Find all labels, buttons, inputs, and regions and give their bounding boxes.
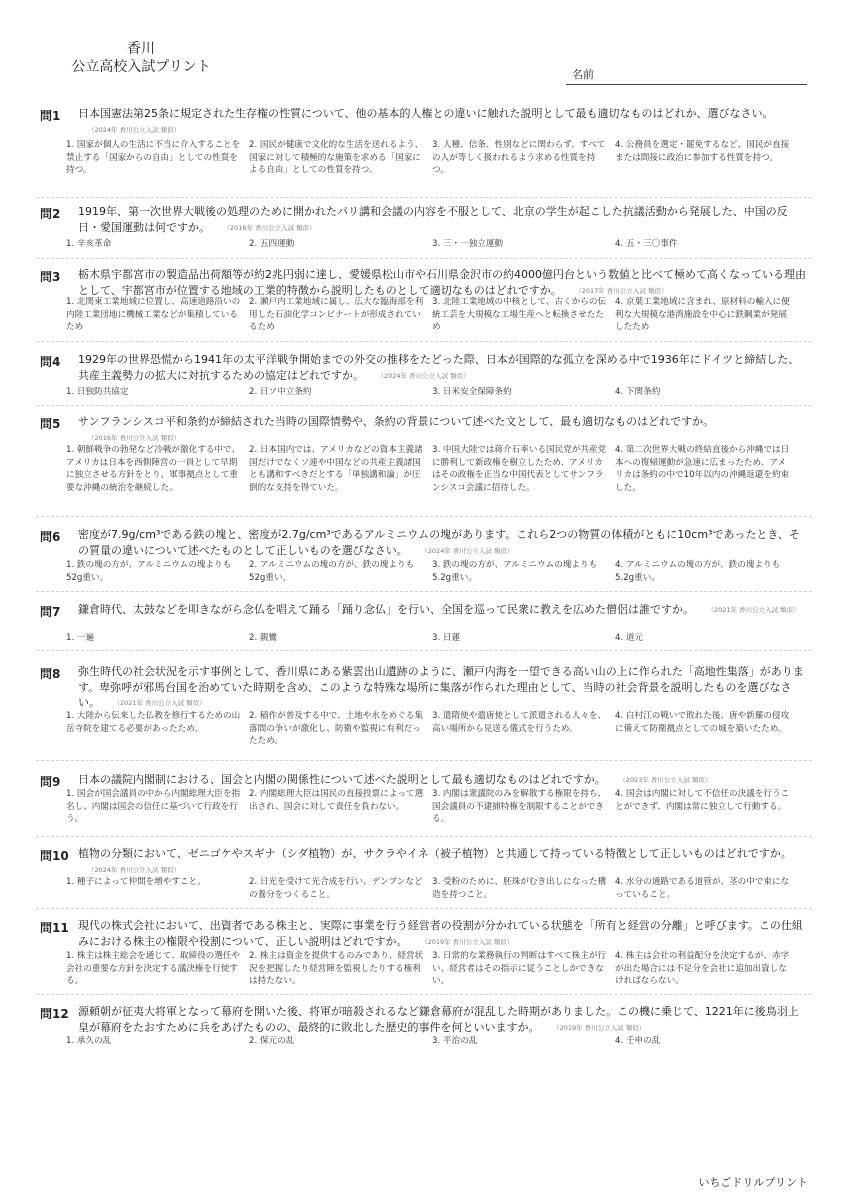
title-main: 公立高校入試プリント (71, 59, 211, 75)
question-text: サンフランシスコ平和条約が締結された当時の国際情勢や、条約の背景について述べた文として、最も適切なものはどれですか。 （2016年 香川公立入試 類似） (78, 415, 715, 442)
choice-2[interactable]: 2. 日本国内では、アメリカなどの資本主義諸国だけでなくソ連や中国などの共産主義諸国とも講和すべきだとする「単独講和論」が圧倒的な支持を得ていた。 (249, 445, 423, 493)
question-text: 現代の株式会社において、出資者である株主と、実際に事業を行う経営者の役割が分かれている状態を「所有と経営の分離」と呼びます。この仕組みにおける株主の権限や役割について、正しい説明はどれですか。 （2019年 香川公立入試 類似） (78, 919, 803, 948)
choice-4[interactable]: 4. アルミニウムの塊の方が、鉄の塊よりも5.2g重い。 (615, 560, 781, 583)
question-number: 問9 (40, 775, 61, 789)
choice-1[interactable]: 1. 鉄の塊の方が、アルミニウムの塊よりも52g重い。 (66, 560, 232, 583)
choice-2[interactable]: 2. 内閣総理大臣は国民の直接投票によって選出され、国会に対して責任を負わない。 (249, 789, 424, 812)
question-source: （2019年 香川公立入試 類似） (553, 1023, 646, 1032)
question-source: （2024年 香川公立入試 類似） (88, 865, 181, 874)
title-prefecture: 香川 (127, 41, 155, 57)
worksheet-header (0, 0, 848, 100)
question-source: （2021年 香川公立入試 類似） (707, 606, 800, 614)
question-text: 源頼朝が征夷大将軍となって幕府を開いた後、将軍が暗殺されるなど鎌倉幕府が混乱した時期がありました。この機に乗じて、1221年に後鳥羽上皇が幕府をたおすために兵をあげたものの、最終的に敗北した歴史的事件を何といいますか。 （2019年 香川公立入試 類似） (78, 1005, 799, 1034)
choice-3[interactable]: 3. 鉄の塊の方が、アルミニウムの塊よりも5.2g重い。 (432, 560, 598, 583)
choice-4[interactable]: 4. 白村江の戦いで敗れた後、唐や新羅の侵攻に備えて防衛拠点としての城を築いたため。 (615, 711, 790, 734)
question-text: 弥生時代の社会状況を示す事例として、香川県にある紫雲出山遺跡のように、瀬戸内海を一望できる高い山の上に作られた「高地性集落」があります。卑弥呼が邪馬台国を治めていた時期を含め、このような特殊な場所に集落が作られた理由として、当時の社会背景を説明したものを選びなさい。 （2021年 香川公立入試 類似） (78, 665, 804, 709)
question-number: 問6 (40, 530, 61, 544)
choice-3[interactable]: 3. 受粉のために、胚珠がむき出しになった構造を持つこと。 (432, 877, 607, 900)
question-number: 問2 (40, 207, 61, 221)
question-number: 問11 (40, 921, 69, 935)
divider (36, 258, 812, 259)
choice-4[interactable]: 4. 国会は内閣に対して不信任の決議を行うことができず、内閣は常に独立して行動する。 (615, 789, 790, 812)
question-number: 問7 (40, 605, 61, 619)
choice-4[interactable]: 4. 五・三〇事件 (615, 239, 678, 249)
divider (36, 650, 812, 651)
question-number: 問8 (40, 667, 61, 681)
footer-brand: いちごドリルプリント (698, 1176, 808, 1189)
choice-2[interactable]: 2. 国民が健康で文化的な生活を送れるよう、国家に対して積極的な施策を求める「国家による自由」としての性質を持つ。 (249, 140, 424, 176)
question-source: （2016年 香川公立入試 類似） (88, 433, 181, 442)
question-number: 問1 (40, 109, 61, 123)
choice-3[interactable]: 3. 日蓮 (432, 633, 461, 643)
divider (36, 197, 812, 198)
question-number: 問3 (40, 270, 61, 284)
choice-1[interactable]: 1. 朝鮮戦争の勃発など冷戦が激化する中で、アメリカは日本を西側陣営の一員として早期に独立させる方針をとり、軍事拠点として重要な沖縄の統治を継続した。 (66, 445, 241, 493)
choice-1[interactable]: 1. 種子によって仲間を増やすこと。 (66, 877, 206, 887)
divider (36, 760, 812, 761)
choice-3[interactable]: 3. 日米安全保障条約 (432, 387, 512, 397)
choice-2[interactable]: 2. 日ソ中立条約 (249, 387, 312, 397)
question-source: （2021年 香川公立入試 類似） (113, 699, 206, 707)
choice-4[interactable]: 4. 京葉工業地域に含まれ、原材料の輸入に便利な大規模な港湾施設を中心に鉄鋼業が発展したため (615, 297, 790, 333)
choice-1[interactable]: 1. 株主は株主総会を通じて、取締役の選任や会社の重要な方針を決定する議決権を行使する。 (66, 951, 241, 987)
choice-1[interactable]: 1. 日独防共協定 (66, 387, 129, 397)
question-text: 栃木県宇都宮市の製造品出荷額等が約2兆円弱に達し、愛媛県松山市や石川県金沢市の約4000億円台という数値と比べて極めて高くなっている理由として、宇都宮市が位置する地域の工業的特徴から説明したものとして適切なものはどれですか。 （2017年 香川公立入試 類似） (78, 268, 806, 297)
choice-2[interactable]: 2. 五四運動 (249, 239, 295, 249)
question-text: 植物の分類において、ゼニゴケやスギナ（シダ植物）が、サクラやイネ（被子植物）と共通して持っている特徴として正しいものはどれですか。 （2024年 香川公立入試 類似） (78, 847, 792, 874)
question-source: （2017年 香川公立入試 類似） (575, 286, 668, 295)
choice-4[interactable]: 4. 株主は会社の利益配分を決定するが、赤字が出た場合には不足分を会社に追加出資しなければならない。 (615, 951, 790, 987)
choice-3[interactable]: 3. 内閣は衆議院のみを解散する権限を持ち、国会議員の不逮捕特権を制限することができる。 (432, 789, 607, 825)
choice-3[interactable]: 3. 中国大陸では蒋介石率いる国民党が共産党に勝利して新政権を樹立したため、アメリカはその政権を正当な中国代表としてサンフランシスコ会議に招待した。 (432, 445, 607, 493)
worksheet-title (56, 40, 226, 76)
question-number: 問4 (40, 355, 61, 369)
choice-4[interactable]: 4. 壬申の乱 (615, 1036, 661, 1046)
choice-1[interactable]: 1. 北関東工業地域に位置し、高速道路沿いの内陸工業団地に機械工業などが集積しているため (66, 297, 241, 333)
divider (36, 994, 812, 995)
choice-1[interactable]: 1. 辛亥革命 (66, 239, 112, 249)
question-text: 1929年の世界恐慌から1941年の太平洋戦争開始までの外交の推移をたどった際、日本が国際的な孤立を深める中で1936年にドイツと締結した、共産主義勢力の拡大に対抗するための協定はどれですか。 （2024年 香川公立入試 類似） (78, 353, 800, 382)
choice-1[interactable]: 1. 一遍 (66, 633, 95, 643)
choice-3[interactable]: 3. 平治の乱 (432, 1036, 478, 1046)
choice-3[interactable]: 3. 人種、信条、性別などに関わらず、すべての人が等しく扱われるよう求める性質を持つ。 (432, 140, 606, 176)
choice-4[interactable]: 4. 下関条約 (615, 387, 661, 397)
question-text: 1919年、第一次世界大戦後の処理のために開かれたパリ講和会議の内容を不服として、北京の学生が起こした抗議活動から発展した、中国の反日・愛国運動は何ですか。 （2016年 香川公立入試 類似） (78, 205, 788, 234)
question-text: 日本の議院内閣制における、国会と内閣の関係性について述べた説明として最も適切なものはどれですか。 （2023年 香川公立入試 類似） (78, 773, 712, 786)
choice-4[interactable]: 4. 第二次世界大戦の終結直後から沖縄では日本への復帰運動が急速に広まったため、アメリカは条約の中で10年以内の沖縄返還を約束した。 (615, 445, 790, 493)
choice-2[interactable]: 2. 稲作が普及する中で、土地や水をめぐる集落間の争いが激化し、防衛や監視に有利だったため。 (249, 711, 424, 747)
question-source: （2024年 香川公立入試 類似） (421, 546, 514, 555)
divider (36, 341, 812, 342)
choice-2[interactable]: 2. 瀬戸内工業地域に属し、広大な臨海部を利用した石油化学コンビナートが形成されているため (249, 297, 424, 333)
choice-3[interactable]: 3. 遣隋使や遣唐使として派遣される人々を、高い場所から見送る儀式を行うため。 (432, 711, 607, 734)
choice-3[interactable]: 3. 北陸工業地域の中核として、古くからの伝統工芸を大規模な工場生産へと転換させたため (432, 297, 607, 333)
question-source: （2024年 香川公立入試 類似） (88, 125, 181, 134)
divider (36, 405, 812, 406)
choice-3[interactable]: 3. 日常的な業務執行の判断はすべて株主が行い、経営者はその指示に従うことしかできない。 (432, 951, 607, 987)
choice-4[interactable]: 4. 水分の通路である道管が、茎の中で束になっていること。 (615, 877, 790, 900)
question-source: （2023年 香川公立入試 類似） (619, 776, 712, 784)
divider (36, 516, 812, 517)
choice-4[interactable]: 4. 道元 (615, 633, 644, 643)
choice-4[interactable]: 4. 公務員を選定・罷免するなど、国民が直接または間接に政治に参加する性質を持つ。 (615, 140, 790, 163)
choice-3[interactable]: 3. 三・一独立運動 (432, 239, 504, 249)
question-text: 日本国憲法第25条に規定された生存権の性質について、他の基本的人権との違いに触れた説明として最も適切なものはどれか、選びなさい。 （2024年 香川公立入試 類似） (78, 107, 774, 134)
choice-1[interactable]: 1. 国家が個人の生活に不当に介入することを禁止する「国家からの自由」としての性質を持つ。 (66, 140, 241, 176)
name-field[interactable] (566, 62, 807, 85)
choice-1[interactable]: 1. 大陸から伝来した仏教を修行するための山岳寺院を建てる必要があったため。 (66, 711, 241, 734)
divider (36, 591, 812, 592)
question-text: 鎌倉時代、太鼓などを叩きながら念仏を唱えて踊る「踊り念仏」を行い、全国を巡って民衆に教えを広めた僧侶は誰ですか。 （2021年 香川公立入試 類似） (78, 603, 800, 616)
choice-2[interactable]: 2. アルミニウムの塊の方が、鉄の塊よりも52g重い。 (249, 560, 415, 583)
choice-2[interactable]: 2. 株主は資金を提供するのみであり、経営状況を把握したり経営陣を監視したりする権利は持たない。 (249, 951, 424, 987)
choice-1[interactable]: 1. 国会が国会議員の中から内閣総理大臣を指名し、内閣は国会の信任に基づいて行政を行う。 (66, 789, 241, 825)
divider (36, 908, 812, 909)
choice-2[interactable]: 2. 親鸞 (249, 633, 278, 643)
question-source: （2019年 香川公立入試 類似） (421, 937, 514, 946)
divider (36, 836, 812, 837)
question-text: 密度が7.9g/cm³である鉄の塊と、密度が2.7g/cm³であるアルミニウムの塊があります。これら2つの物質の体積がともに10cm³であったとき、その質量の違いについて述べたものとして正しいものを選びなさい。 （2024年 香川公立入試 類似） (78, 528, 800, 557)
choice-1[interactable]: 1. 承久の乱 (66, 1036, 112, 1046)
question-number: 問10 (40, 849, 69, 863)
choice-2[interactable]: 2. 保元の乱 (249, 1036, 295, 1046)
question-source: （2016年 香川公立入試 類似） (223, 223, 316, 232)
question-source: （2024年 香川公立入試 類似） (377, 371, 470, 380)
question-number: 問12 (40, 1007, 69, 1021)
question-number: 問5 (40, 417, 61, 431)
name-label: 名前 (572, 68, 594, 81)
choice-2[interactable]: 2. 日光を受けて光合成を行い、デンプンなどの養分をつくること。 (249, 877, 423, 900)
